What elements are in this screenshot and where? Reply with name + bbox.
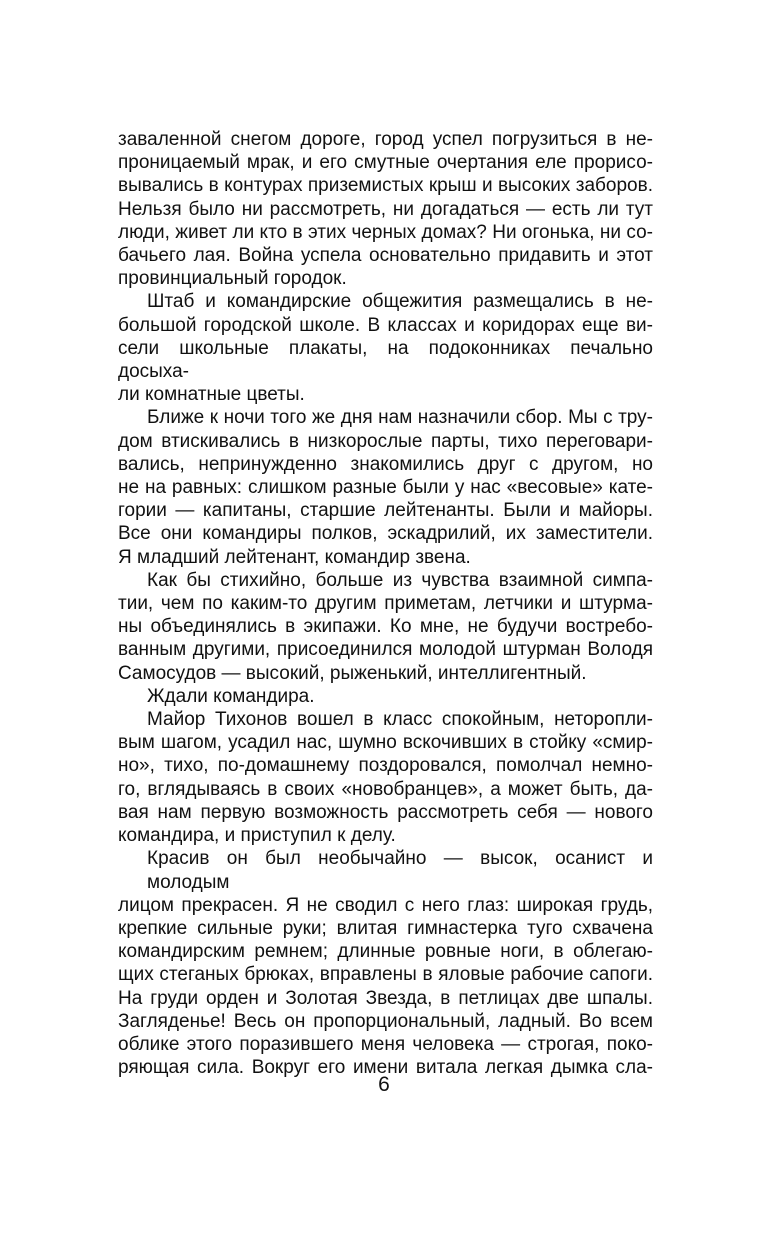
text-line: го, вглядываясь в своих «новобранцев», а может быть, да- (118, 778, 653, 800)
text-line: Ближе к ночи того же дня нам назначили сбор. Мы с тру- (147, 407, 653, 429)
text-line: Самосудов — высокий, рыженький, интеллигентный. (118, 662, 587, 684)
text-line: крепкие сильные руки; влитая гимнастерка туго схвачена (118, 917, 653, 939)
text-line: дом втискивались в низкорослые парты, тихо переговари- (118, 430, 653, 452)
text-line: вывались в контурах приземистых крыш и высоких заборов. (118, 175, 653, 197)
text-line: щих стеганых брюках, вправлены в яловые рабочие сапоги. (118, 964, 653, 986)
text-line: вались, непринужденно знакомились друг с другом, но (118, 453, 653, 475)
text-line: командира, и приступил к делу. (118, 825, 396, 847)
text-line: Штаб и командирские общежития размещались в не- (147, 291, 653, 313)
text-line: не на равных: слишком разные были у нас «весовые» кате- (118, 477, 653, 499)
text-line: заваленной снегом дороге, город успел погрузиться в не- (118, 129, 653, 150)
text-line: Ждали командира. (147, 685, 315, 707)
text-line: ванным другими, присоединился молодой штурман Володя (118, 639, 653, 661)
text-line: сели школьные плакаты, на подоконниках печально досыха- (118, 337, 653, 383)
text-line: гории — капитаны, старшие лейтенанты. Были и майоры. (118, 500, 653, 522)
text-line: облике этого поразившего меня человека — строгая, поко- (118, 1033, 653, 1055)
text-line: большой городской школе. В классах и коридорах еще ви- (118, 314, 653, 336)
paragraph (118, 847, 653, 1079)
text-line: проницаемый мрак, и его смутные очертания еле прорисо- (118, 152, 653, 174)
text-line: провинциальный городок. (118, 268, 347, 290)
text-line: Нельзя было ни рассмотреть, ни догадаться — есть ли тут (118, 198, 653, 220)
text-line: бачьего лая. Война успела основательно придавить и этот (118, 245, 653, 267)
text-line: Красив он был необычайно — высок, осанист и молодым (147, 848, 653, 893)
page-number: 6 (378, 1073, 390, 1096)
paragraph (118, 406, 653, 568)
text-line: Как бы стихийно, больше из чувства взаимной симпа- (147, 569, 653, 591)
text-line: вым шагом, усадил нас, шумно вскочивших в стойку «смир- (118, 732, 653, 754)
text-line: ряющая сила. Вокруг его имени витала легкая дымка сла- (118, 1057, 653, 1079)
text-line: вая нам первую возможность рассмотреть себя — нового (118, 801, 653, 823)
text-line: На груди орден и Золотая Звезда, в петлицах две шпалы. (118, 987, 653, 1009)
text-line: Все они командиры полков, эскадрилий, их заместители. (118, 523, 653, 545)
text-line: Загляденье! Весь он пропорциональный, ладный. Во всем (118, 1010, 653, 1032)
paragraph (118, 708, 653, 847)
text-line: люди, живет ли кто в этих черных домах? Ни огонька, ни со- (118, 221, 653, 243)
paragraph (118, 290, 653, 406)
paragraph (118, 685, 653, 708)
text-line: лицом прекрасен. Я не сводил с него глаз: широкая грудь, (118, 894, 653, 916)
paragraph (118, 128, 653, 290)
paragraph (118, 569, 653, 685)
text-line: командирским ремнем; длинные ровные ноги, в облегаю- (118, 941, 653, 963)
text-line: тии, чем по каким-то другим приметам, летчики и штурма- (118, 593, 653, 615)
text-line: Я младший лейтенант, командир звена. (118, 546, 471, 568)
page-body-text (118, 128, 653, 1079)
text-line: Майор Тихонов вошел в класс спокойным, неторопли- (147, 709, 653, 731)
text-line: ны объединялись в экипажи. Ко мне, не будучи востребо- (118, 616, 653, 638)
text-line: ли комнатные цветы. (118, 384, 305, 406)
text-line: но», тихо, по-домашнему поздоровался, помолчал немно- (118, 755, 653, 777)
